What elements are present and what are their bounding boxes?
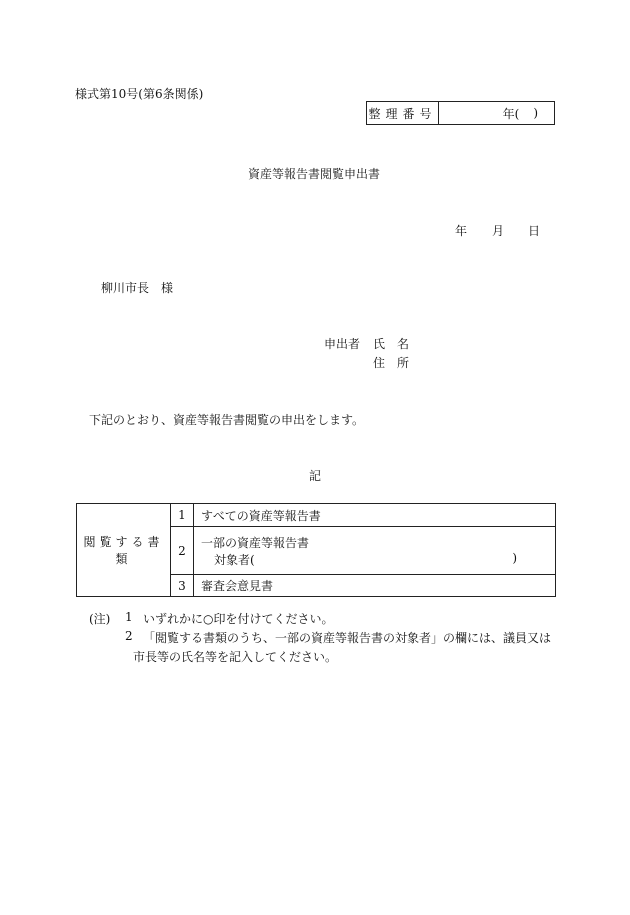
date-month-label: 月 bbox=[492, 224, 505, 238]
row-number[interactable]: 3 bbox=[171, 575, 194, 597]
applicant-heading: 申出者 bbox=[324, 337, 361, 351]
reference-number-label: 整理番号 bbox=[367, 102, 439, 124]
document-title: 資産等報告書閲覧申出書 bbox=[248, 167, 381, 181]
target-person-label: 対象者( bbox=[214, 552, 255, 567]
ki-label: 記 bbox=[309, 469, 322, 483]
document-type-table bbox=[76, 503, 556, 597]
row-number[interactable]: 2 bbox=[171, 527, 194, 575]
note-text: いずれかに○印を付けてください。 bbox=[143, 612, 334, 626]
category-label: 閲覧する書類 bbox=[77, 504, 171, 597]
statement: 下記のとおり、資産等報告書閲覧の申出をします。 bbox=[89, 413, 365, 427]
row-text: すべての資産等報告書 bbox=[194, 504, 556, 527]
note-number: 2 bbox=[125, 629, 133, 643]
reference-year-suffix: 年( bbox=[502, 106, 520, 121]
row-text: 審査会意見書 bbox=[194, 575, 556, 597]
date-year-label: 年 bbox=[455, 224, 468, 238]
form-number: 様式第10号(第6条関係) bbox=[75, 87, 204, 101]
reference-number-box bbox=[366, 101, 555, 125]
applicant-address-label: 住 所 bbox=[373, 356, 410, 370]
reference-close-paren: ) bbox=[533, 106, 538, 120]
row-text: 一部の資産等報告書 bbox=[201, 535, 310, 550]
note-number: 1 bbox=[125, 610, 133, 624]
target-person-field[interactable] bbox=[201, 551, 555, 568]
date-day-label: 日 bbox=[528, 224, 541, 238]
notes-prefix: (注) bbox=[89, 612, 111, 626]
row-text-partial bbox=[194, 527, 556, 575]
addressee: 柳川市長 様 bbox=[101, 281, 174, 295]
target-person-close: ) bbox=[512, 550, 517, 565]
note-text-continued: 市長等の氏名等を記入してください。 bbox=[133, 650, 338, 664]
row-number[interactable]: 1 bbox=[171, 504, 194, 527]
reference-number-field[interactable] bbox=[439, 102, 554, 124]
applicant-name-label: 氏 名 bbox=[373, 337, 410, 351]
note-text: 「閲覧する書類のうち、一部の資産等報告書の対象者」の欄には、議員又は bbox=[143, 631, 552, 645]
table-row bbox=[77, 504, 556, 527]
